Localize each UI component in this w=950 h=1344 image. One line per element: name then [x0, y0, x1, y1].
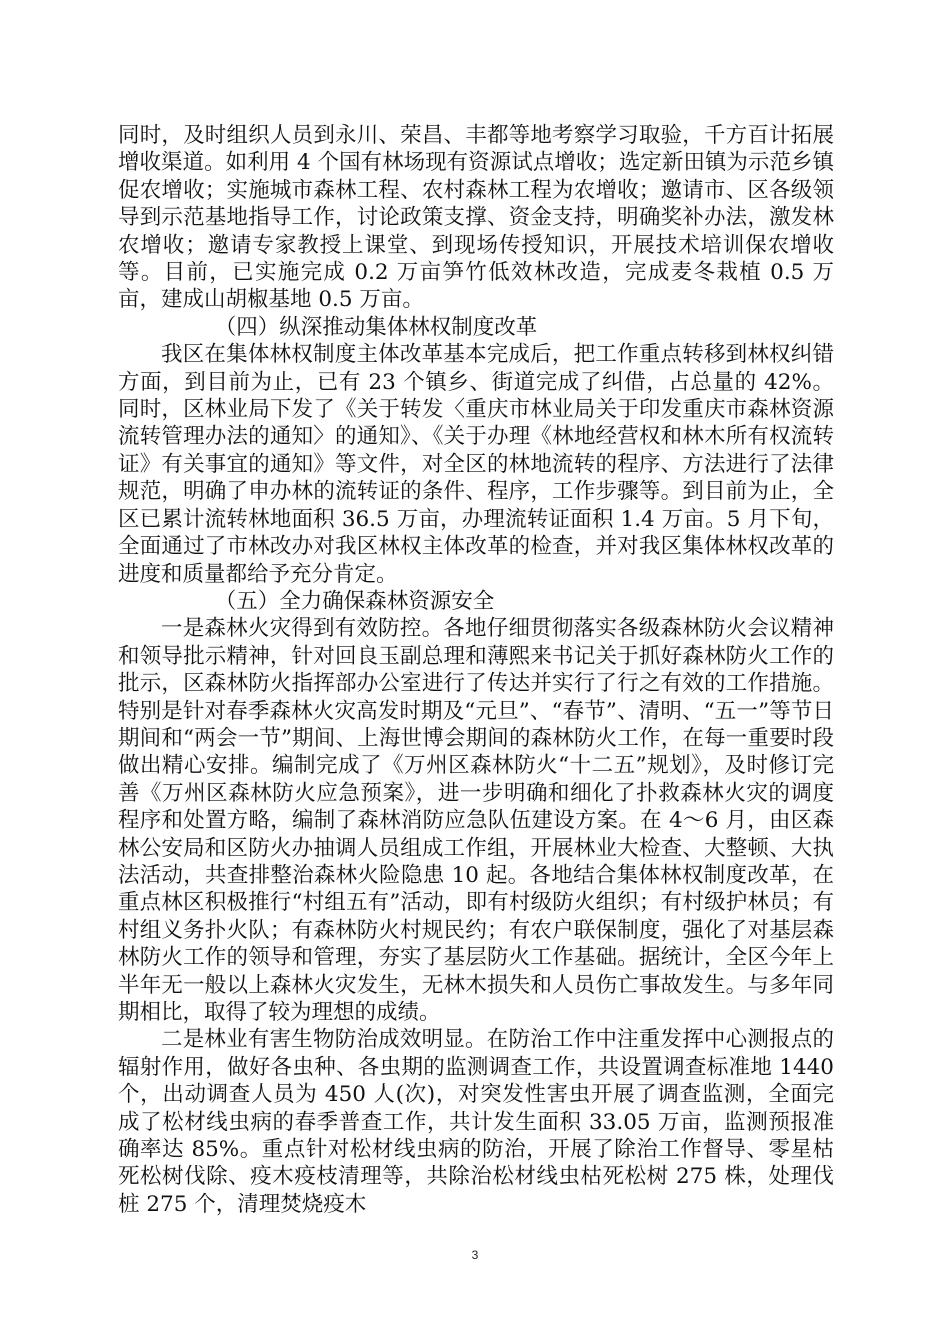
- section-heading-5: （五）全力确保森林资源安全: [214, 588, 495, 614]
- paragraph-fire-prevention: 一是森林火灾得到有效防控。各地仔细贯彻落实各级森林防火会议精神和领导批示精神，针对回良玉副总理和薄熙来书记关于抓好森林防火工作的批示，区森林防火指挥部办公室进行了传达并实行了行之有效的工作措施。特别是针对春季森林火灾高发时期及“元旦”、“春节”、清明、“五一”等节日期间和“两会一节”期间、上海世博会期间的森林防火工作，在每一重要时段做出精心安排。编制完成了《万州区森林防火“十二五”规划》，及时修订完善《万州区森林防火应急预案》，进一步明确和细化了扑救森林火灾的调度程序和处置方略，编制了森林消防应急队伍建设方案。在 4～6 月，由区森林公安局和区防火办抽调人员组成工作组，开展林业大检查、大整顿、大执法活动，共查排整治森林火险隐患 10 起。各地结合集体林权制度改革，在重点林区积极推行“村组五有”活动，即有村级防火组织；有村级护林员；有村组义务扑火队；有森林防火村规民约；有农户联保制度，强化了对基层森林防火工作的领导和管理，夯实了基层防火工作基础。据统计，全区今年上半年无一般以上森林火灾发生，无林木损失和人员伤亡事故发生。与多年同期相比，取得了较为理想的成绩。: [118, 616, 834, 1025]
- section-heading-4: （四）纵深推动集体林权制度改革: [214, 314, 538, 340]
- page-number: 3: [471, 1248, 479, 1262]
- document-body: [118, 122, 834, 1218]
- paragraph-pest-control: 二是林业有害生物防治成效明显。在防治工作中注重发挥中心测报点的辐射作用，做好各虫种、各虫期的监测调查工作，共设置调查标准地 1440 个，出动调查人员为 450 人(次)，对突发性害虫开展了调查监测，全面完成了松材线虫病的春季普查工作，共计发生面积 33.05 万亩，监测预报准确率达 85%。重点针对松材线虫病的防治，开展了除治工作督导、零星枯死松树伐除、疫木疫枝清理等，共除治松材线虫枯死松树 275 株，处理伐桩 275 个，清理焚烧疫木: [118, 1027, 834, 1217]
- paragraph-continuation: 同时，及时组织人员到永川、荣昌、丰都等地考察学习取验，千方百计拓展增收渠道。如利用 4 个国有林场现有资源试点增收；选定新田镇为示范乡镇促农增收；实施城市森林工程、农村森林工程为农增收；邀请市、区各级领导到示范基地指导工作，讨论政策支撑、资金支持，明确奖补办法，激发林农增收；邀请专家教授上课堂、到现场传授知识，开展技术培训保农增收等。目前，已实施完成 0.2 万亩笋竹低效林改造，完成麦冬栽植 0.5 万亩，建成山胡椒基地 0.5 万亩。: [118, 123, 834, 313]
- paragraph-forest-rights-reform: 我区在集体林权制度主体改革基本完成后，把工作重点转移到林权纠错方面，到目前为止，已有 23 个镇乡、街道完成了纠借，占总量的 42%。同时，区林业局下发了《关于转发〈重庆市林业局关于印发重庆市森林资源流转管理办法的通知〉的通知》、《关于办理《林地经营权和林木所有权流转证》有关事宜的通知》等文件，对全区的林地流转的程序、方法进行了法律规范，明确了申办林的流转证的条件、程序，工作步骤等。到目前为止，全区已累计流转林地面积 36.5 万亩，办理流转证面积 1.4 万亩。5 月下旬，全面通过了市林改办对我区林权主体改革的检查，并对我区集体林权改革的进度和质量都给予充分肯定。: [118, 342, 834, 587]
